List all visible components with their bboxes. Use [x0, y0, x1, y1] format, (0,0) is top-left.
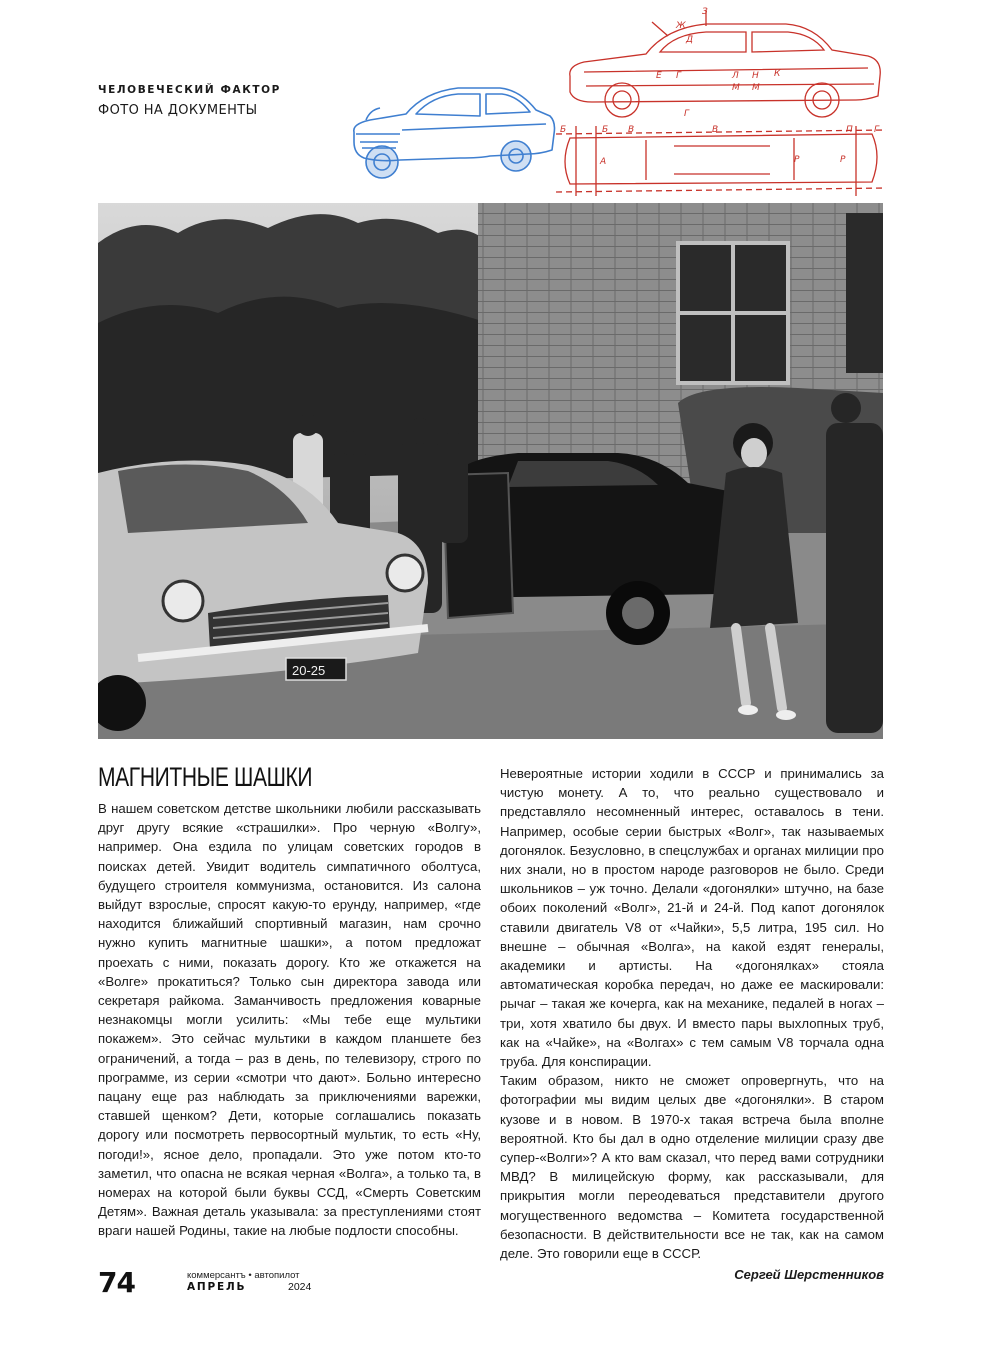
svg-text:К: К: [774, 69, 781, 79]
article-paragraph: Невероятные истории ходили в СССР и принимались за чистую монету. А то, что реально существовало и представляло несомненный интерес, оставалось в тени. Например, особые серии быстрых «Волг», так называемых догонялок. Безусловно, в спецслужбах и органах милиции про них знали, но в простом народе разговоров не было. Среди школьников – уж точно. Делали «догонялки» штучно, на базе обоих поколений «Волг», 21-й и 24-й. Под капот догонялок ставили двигатель V8 от «Чайки», 5,5 литра, 195 сил. Но внешне – обычная «Волга», на какой ездят генералы, академики и артисты. На «догонялках» стояла автоматическая коробка передач, но даже ее маскировали: рычаг – такая же кочерга, как на механике, педалей в ногах – три, хотя хватило бы двух. И вместо пары выхлопных труб, как на «Чайке», на «Волгах» с тем самым V8 торчала одна труба. Для конспирации.: [500, 766, 885, 1070]
svg-text:Ж: Ж: [676, 21, 686, 31]
svg-text:Б: Б: [560, 125, 567, 135]
svg-text:В: В: [628, 125, 635, 135]
issue-month: АПРЕЛЬ: [187, 1281, 247, 1293]
svg-text:В: В: [712, 125, 719, 135]
issue-year: 2024: [288, 1281, 312, 1293]
svg-text:Б: Б: [602, 125, 609, 135]
article-headline: МАГНИТНЫЕ ШАШКИ: [98, 762, 313, 792]
svg-text:Г: Г: [676, 71, 682, 81]
svg-text:Л: Л: [732, 71, 739, 81]
blue-car-illustration: [340, 70, 560, 200]
article-paragraph: Таким образом, никто не сможет опровергнуть, что на фотографии мы видим целых две «догонялки». В старом кузове и в новом. В 1970-х такая встреча была вполне вероятной. Кто бы дал в одно отделение милиции сразу две супер-«Волги»? А кто вам сказал, что перед вами сотрудники МВД? В милицейскую форму, как рассказывали, для прикрытия могли переодеваться представители другого могущественного ведомства – Комитета государственной безопасности. В действительности все не так, как на самом деле. Это говорили еще в СССР.: [500, 1073, 884, 1262]
svg-text:М: М: [732, 83, 740, 93]
svg-text:З: З: [702, 7, 708, 17]
section-title: ФОТО НА ДОКУМЕНТЫ: [98, 103, 258, 118]
page-number: 74: [98, 1266, 135, 1299]
svg-text:Е: Е: [656, 71, 662, 81]
svg-text:Г: Г: [874, 125, 880, 135]
archival-photo: [98, 203, 883, 739]
svg-text:Н: Н: [752, 71, 759, 81]
license-plate: 20-25: [292, 663, 326, 678]
rubric-label: ЧЕЛОВЕЧЕСКИЙ ФАКТОР: [98, 84, 281, 96]
svg-text:М: М: [752, 83, 760, 93]
svg-text:П: П: [846, 125, 853, 135]
magazine-brand: коммерсантъ • автопилот: [187, 1270, 300, 1281]
article-column-right: [500, 764, 884, 1284]
svg-text:Р: Р: [840, 155, 846, 165]
svg-text:Р: Р: [794, 155, 800, 165]
article-column-left: [98, 799, 481, 1241]
svg-text:Г: Г: [684, 109, 690, 119]
article-paragraph: В нашем советском детстве школьники любили рассказывать друг другу всякие «страшилки». Про черную «Волгу», например. Она ездила по улицам советских городов в поисках детей. Увидит водитель симпатичного оболтуса, будущего строителя коммунизма, остановится. Из салона выйдут взрослые, спросят какую-то ерунду, например, «где находится ближайший спортивный магазин, нам срочно нужно купить магнитные шашки», а потом предложат проехать с ними, показать дорогу. Кто же откажется на «Волге» прокатиться? Только сын директора завода или секретаря райкома. Заманчивость предложения коварные незнакомцы могли усилить: «Мы тебе еще мультики покажем». Это сейчас мультики в каждом планшете без ограничений, а тогда – раз в день, по телевизору, строго по программе, из серии «смотри что дают». Больно интересно пацану еще раз наблюдать за приключениями варежки, ставшей щенком? Дети, которые соглашались показать дорогу или посмотреть первосортный мультик, то есть «Ну, погоди!», ясное дело, пропадали. Это уже потом кто-то заметил, что опасна не всякая черная «Волга», а только та, в номерах на которой были буквы ССД, «Смерть Советским Детям». Важная деталь указывала: за преступлениями стоят враги нашей Родины, такие на любые подлости способны.: [98, 801, 481, 1239]
author-signature: Сергей Шерстенников: [734, 1267, 884, 1283]
red-technical-drawing: [556, 6, 886, 202]
svg-text:Д: Д: [686, 35, 694, 45]
svg-text:А: А: [600, 157, 607, 167]
